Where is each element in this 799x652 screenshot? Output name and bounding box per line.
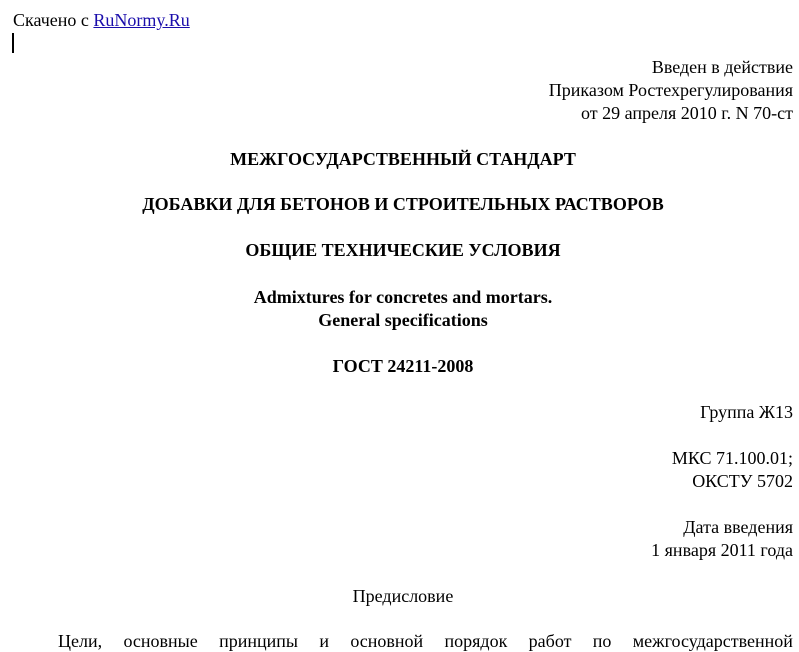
- enactment-line-2: Приказом Ростехрегулирования: [548, 80, 793, 100]
- standard-name-en-line-1: Admixtures for concretes and mortars.: [253, 287, 553, 307]
- standard-name-ru: ДОБАВКИ ДЛЯ БЕТОНОВ И СТРОИТЕЛЬНЫХ РАСТВОРОВ: [142, 194, 664, 214]
- intro-date-label: Дата введения: [683, 517, 793, 537]
- foreword-word: порядок: [444, 631, 508, 651]
- mks-code: МКС 71.100.01;: [671, 448, 793, 468]
- foreword-word: по: [592, 631, 612, 651]
- foreword-heading: Предисловие: [352, 586, 454, 606]
- standard-type-heading: МЕЖГОСУДАРСТВЕННЫЙ СТАНДАРТ: [230, 149, 576, 169]
- group-label: Группа Ж13: [700, 402, 793, 422]
- foreword-word: межгосударственной: [632, 631, 793, 651]
- standard-subtitle-ru: ОБЩИЕ ТЕХНИЧЕСКИЕ УСЛОВИЯ: [245, 240, 561, 260]
- enactment-line-1: Введен в действие: [651, 57, 793, 77]
- text-cursor: [12, 33, 14, 53]
- foreword-word: работ: [528, 631, 572, 651]
- enactment-line-3: от 29 апреля 2010 г. N 70-ст: [581, 103, 793, 123]
- foreword-word: и: [319, 631, 329, 651]
- standard-code: ГОСТ 24211-2008: [332, 356, 474, 376]
- foreword-word: принципы: [219, 631, 298, 651]
- okstu-code: ОКСТУ 5702: [692, 471, 793, 491]
- downloaded-from-label: Скачено с: [13, 10, 94, 30]
- foreword-word: основной: [350, 631, 424, 651]
- foreword-first-line: [58, 630, 793, 652]
- intro-date-value: 1 января 2011 года: [651, 540, 793, 560]
- runormy-link[interactable]: RuNormy.Ru: [93, 10, 190, 30]
- foreword-word: Цели,: [58, 631, 103, 651]
- downloaded-from-line: [13, 9, 190, 31]
- standard-name-en-line-2: General specifications: [318, 310, 488, 330]
- foreword-word: основные: [123, 631, 198, 651]
